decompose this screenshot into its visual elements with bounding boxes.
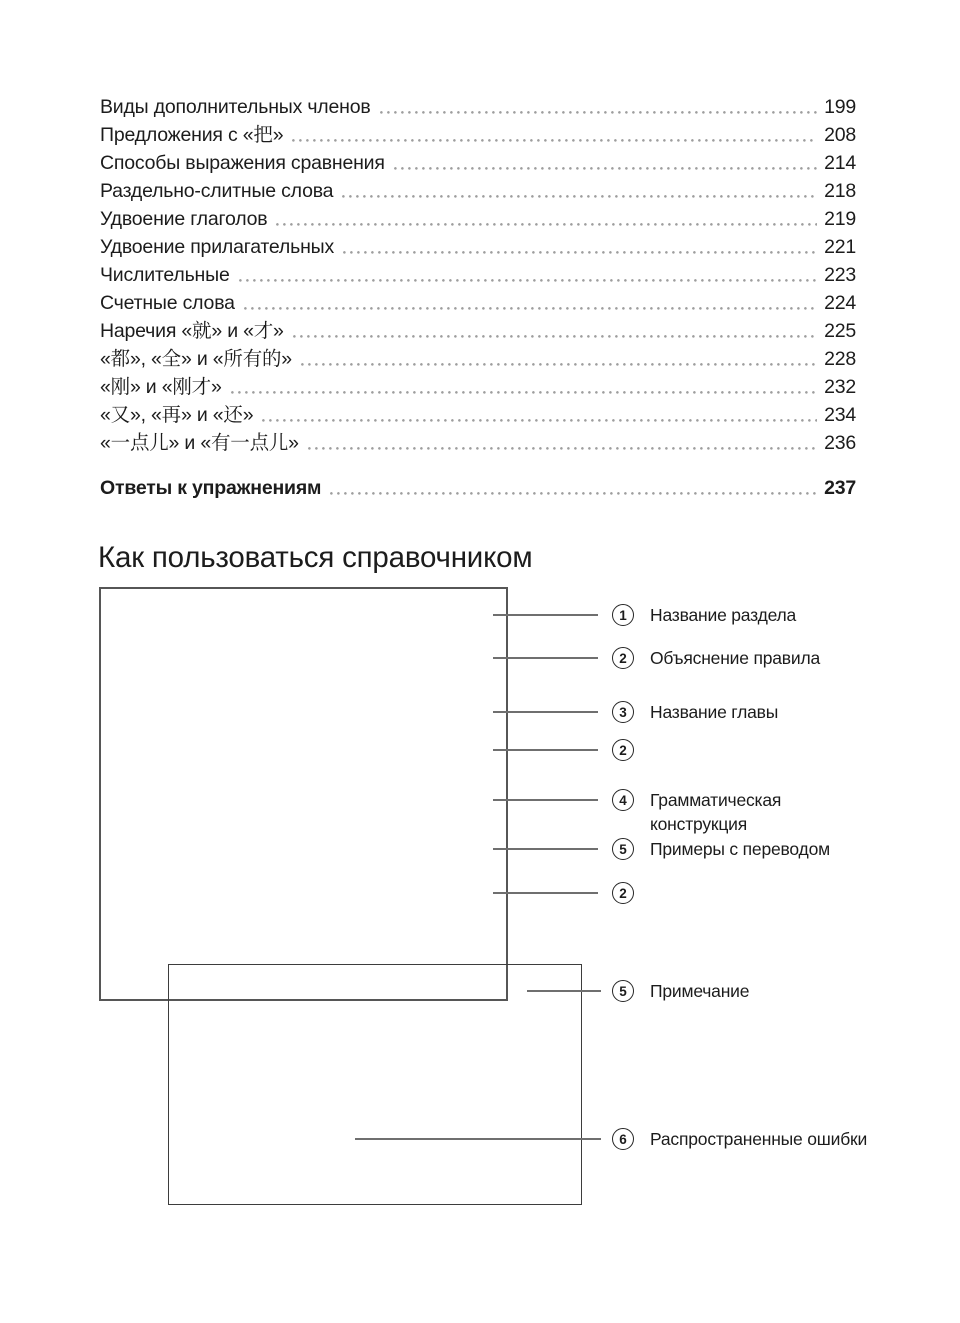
page-mockup-large [99, 587, 508, 1001]
toc-entry-page: 236 [824, 432, 856, 454]
toc-entry-page: 221 [824, 236, 856, 258]
toc-entry-answers [100, 474, 856, 502]
toc-entry [100, 177, 856, 205]
callout-label: Название главы [650, 702, 779, 722]
dot-leader [231, 391, 817, 394]
toc-entry-title: «都», «全» и «所有的» [100, 348, 292, 370]
table-of-contents [100, 93, 856, 502]
toc-entry-page: 224 [824, 292, 856, 314]
toc-entry-title: Числительные [100, 264, 230, 286]
toc-entry [100, 205, 856, 233]
callout-number-badge [612, 647, 634, 669]
toc-entry-page: 232 [824, 376, 856, 398]
toc-entry-page: 223 [824, 264, 856, 286]
toc-entry-title: Наречия «就» и «才» [100, 320, 284, 342]
callout-number-badge [612, 838, 634, 860]
toc-entry [100, 373, 856, 401]
toc-entry [100, 429, 856, 457]
dot-leader [308, 447, 817, 450]
callout-number-badge [612, 701, 634, 723]
callout-label: Распространенные ошибки [650, 1129, 868, 1149]
callout-number-badge [612, 739, 634, 761]
dot-leader [239, 279, 817, 282]
toc-entry-title: «又», «再» и «还» [100, 404, 254, 426]
callout-label: Объяснение правила [650, 648, 821, 668]
toc-entry-title: Ответы к упражнениям [100, 477, 322, 499]
callout-number-badge [612, 882, 634, 904]
dot-leader [292, 139, 817, 142]
callout-number-badge [612, 789, 634, 811]
dot-leader [262, 419, 817, 422]
section-heading: Как пользоваться справочником [98, 541, 533, 574]
callout-number-badge [612, 604, 634, 626]
dot-leader [244, 307, 817, 310]
callout-number: 4 [619, 792, 627, 808]
callout-line [493, 657, 598, 659]
callout-line [493, 711, 598, 713]
toc-entry-page: 237 [824, 477, 856, 499]
callout-line [493, 799, 598, 801]
toc-entry-page: 199 [824, 96, 856, 118]
callout-label: Название раздела [650, 605, 797, 625]
dot-leader [394, 167, 817, 170]
dot-leader [293, 335, 817, 338]
toc-entry [100, 261, 856, 289]
toc-entry-title: Предложения с «把» [100, 124, 284, 146]
toc-entry [100, 289, 856, 317]
dot-leader [343, 251, 817, 254]
callout-number: 2 [619, 885, 627, 901]
callout-number-badge [612, 1128, 634, 1150]
toc-entry-title: Удвоение прилагательных [100, 236, 334, 258]
callout-line [493, 614, 598, 616]
toc-entry [100, 401, 856, 429]
toc-entry [100, 121, 856, 149]
callout-number: 5 [619, 983, 627, 999]
callout-line [493, 892, 598, 894]
toc-entry [100, 233, 856, 261]
toc-entry-title: «一点儿» и «有一点儿» [100, 432, 299, 454]
callout-line [493, 749, 598, 751]
callout-number: 2 [619, 650, 627, 666]
callout-number: 2 [619, 742, 627, 758]
toc-entry-title: «刚» и «刚才» [100, 376, 222, 398]
callout-line [355, 1138, 601, 1140]
toc-entry-page: 225 [824, 320, 856, 342]
toc-entry [100, 93, 856, 121]
dot-leader [330, 492, 817, 495]
callout-label: Примеры с переводом [650, 839, 830, 859]
toc-entry-page: 228 [824, 348, 856, 370]
dot-leader [342, 195, 817, 198]
dot-leader [380, 111, 817, 114]
callout-number-badge [612, 980, 634, 1002]
toc-entry-page: 218 [824, 180, 856, 202]
callout-line [527, 990, 601, 992]
toc-entry-title: Виды дополнительных членов [100, 96, 371, 118]
toc-entry-page: 214 [824, 152, 856, 174]
callout-number: 1 [619, 607, 627, 623]
toc-entry [100, 317, 856, 345]
toc-entry [100, 149, 856, 177]
callout-line [493, 848, 598, 850]
toc-entry-title: Раздельно-слитные слова [100, 180, 334, 202]
toc-entry-title: Удвоение глаголов [100, 208, 268, 230]
toc-entry [100, 345, 856, 373]
toc-entry-page: 208 [824, 124, 856, 146]
callout-number: 5 [619, 841, 627, 857]
dot-leader [276, 223, 817, 226]
callout-number: 6 [619, 1131, 627, 1147]
toc-entry-title: Способы выражения сравнения [100, 152, 385, 174]
toc-entry-title: Счетные слова [100, 292, 235, 314]
toc-entry-page: 234 [824, 404, 856, 426]
callout-label: Примечание [650, 981, 750, 1001]
page-mockup-small [168, 964, 582, 1205]
callout-number: 3 [619, 704, 627, 720]
callout-label: Грамматическая конструкция [650, 790, 782, 834]
dot-leader [301, 363, 817, 366]
toc-entry-page: 219 [824, 208, 856, 230]
